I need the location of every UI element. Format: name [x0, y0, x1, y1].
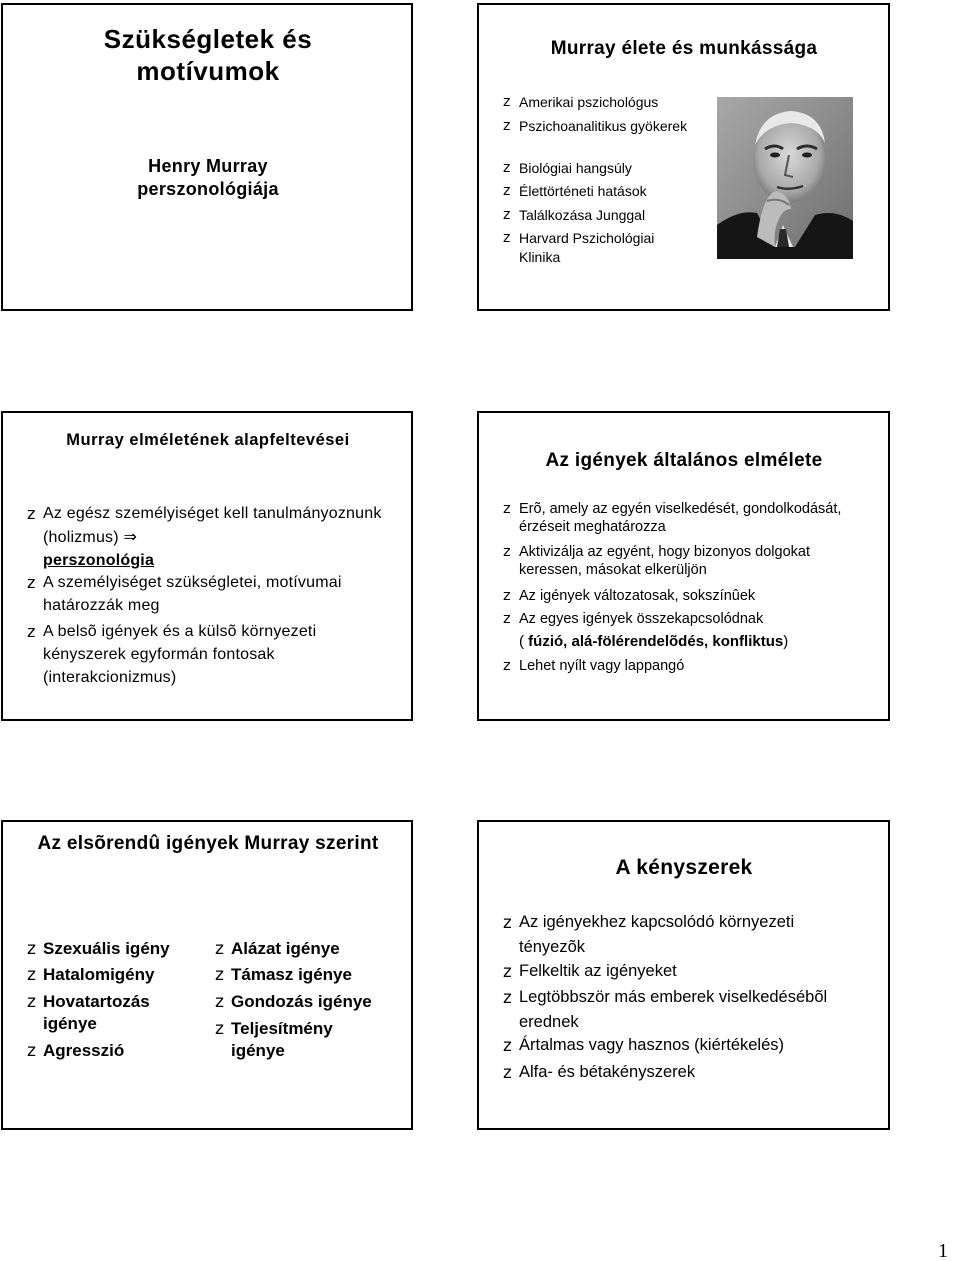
list-item: z Aktivizálja az egyént, hogy bizonyos dolgokat keressen, másokat elkerüljön: [503, 544, 810, 578]
slide-6-title: A kényszerek: [615, 856, 753, 879]
list-item: z Harvard Pszichológiai Klinika: [503, 230, 655, 265]
bullet-marker: z: [215, 965, 224, 985]
bullet-marker: z: [215, 939, 224, 959]
bullet-marker: z: [27, 939, 36, 959]
slide-1-title: Szükségletek és motívumok: [103, 24, 313, 86]
list-item: z Lehet nyílt vagy lappangó: [503, 658, 685, 674]
list-item: z Hatalomigény: [27, 965, 155, 985]
slide-primary-needs: [1, 820, 413, 1130]
portrait-photo: [717, 97, 853, 259]
bullet-marker: z: [27, 992, 36, 1012]
bullet-marker: z: [503, 988, 512, 1007]
list-item: z Amerikai pszichológus: [503, 94, 659, 110]
bullet-marker: z: [215, 1019, 224, 1039]
list-item: z Élettörténeti hatások: [503, 183, 647, 199]
slide-4-title: Az igények általános elmélete: [545, 450, 823, 471]
bullet-marker: z: [503, 118, 511, 134]
bullet-marker: z: [503, 160, 511, 176]
bullet-marker: z: [27, 573, 36, 592]
bullet-marker: z: [503, 501, 511, 517]
slide-5-title: Az elsõrendû igények Murray szerint: [37, 833, 379, 854]
slide-1-subtitle: Henry Murray perszonológiája: [137, 156, 279, 199]
slide-assumptions: [1, 411, 413, 721]
bullet-marker: z: [27, 1041, 36, 1061]
bullet-marker: z: [503, 207, 511, 223]
list-item: z Erõ, amely az egyén viselkedését, gondolkodását, érzéseit meghatározza: [503, 501, 842, 535]
slide-title: [1, 3, 413, 311]
bullet-marker: z: [503, 658, 511, 674]
bullet-marker: z: [503, 962, 512, 981]
bullet-marker: z: [215, 992, 224, 1012]
bullet-marker: z: [27, 504, 36, 523]
portrait-image: [717, 97, 853, 259]
list-item: z Az egész személyiséget kell tanulmányoznunk (holizmus) ⇒ perszonológia: [27, 504, 382, 569]
list-item: z Támasz igénye: [215, 965, 352, 985]
slide-2-title: Murray élete és munkássága: [550, 38, 818, 59]
list-item: z Találkozása Junggal: [503, 207, 646, 223]
implies-arrow-icon: ⇒: [123, 527, 138, 546]
list-item: z Alázat igénye: [215, 939, 340, 959]
bullet-marker: z: [503, 611, 511, 627]
list-item: z Agresszió: [27, 1041, 125, 1061]
bullet-marker: z: [503, 94, 511, 110]
list-item: z Teljesítmény igénye: [215, 1019, 333, 1060]
list-item: z Biológiai hangsúly: [503, 160, 632, 176]
slide-general-theory: [477, 411, 890, 721]
bullet-marker: z: [27, 965, 36, 985]
bullet-marker: z: [503, 1036, 512, 1055]
list-item: z Hovatartozás igénye: [27, 992, 150, 1033]
list-item: z Gondozás igénye: [215, 992, 372, 1012]
bullet-marker: z: [503, 544, 511, 560]
list-item: z Az igények változatosak, sokszínûek: [503, 588, 756, 604]
list-item: z Alfa- és bétakényszerek: [503, 1060, 873, 1085]
slide-3-title: Murray elméletének alapfeltevései: [66, 431, 350, 449]
bullet-marker: z: [503, 588, 511, 604]
bullet-marker: z: [503, 1063, 512, 1082]
list-item: z Felkeltik az igényeket: [503, 959, 873, 984]
bullet-marker: z: [27, 622, 36, 641]
key-term: perszonológia: [43, 552, 155, 569]
relation-types: ( fúzió, alá-fölérendelõdés, konfliktus): [519, 633, 789, 650]
bullet-marker: z: [503, 230, 511, 246]
list-item: z Legtöbbször más emberek viselkedésébõl erednek: [503, 985, 873, 1035]
list-item: z A személyiséget szükségletei, motívumai határozzák meg: [27, 573, 342, 614]
bullet-marker: z: [503, 913, 512, 932]
list-item: z Az egyes igények összekapcsolódnak: [503, 611, 764, 627]
slide-murray-life: [477, 3, 890, 311]
page-number: 1: [938, 1240, 948, 1261]
list-item: z Az igényekhez kapcsolódó környezeti tényezõk: [503, 910, 843, 960]
list-item: z Szexuális igény: [27, 939, 170, 959]
bullet-marker: z: [503, 183, 511, 199]
list-item: z Pszichoanalitikus gyökerek: [503, 118, 688, 134]
list-item: z Ártalmas vagy hasznos (kiértékelés): [503, 1033, 873, 1058]
list-item: z A belsõ igények és a külsõ környezeti kényszerek egyformán fontosak (interakcionizmus): [27, 622, 317, 686]
slide-press: [477, 820, 890, 1130]
